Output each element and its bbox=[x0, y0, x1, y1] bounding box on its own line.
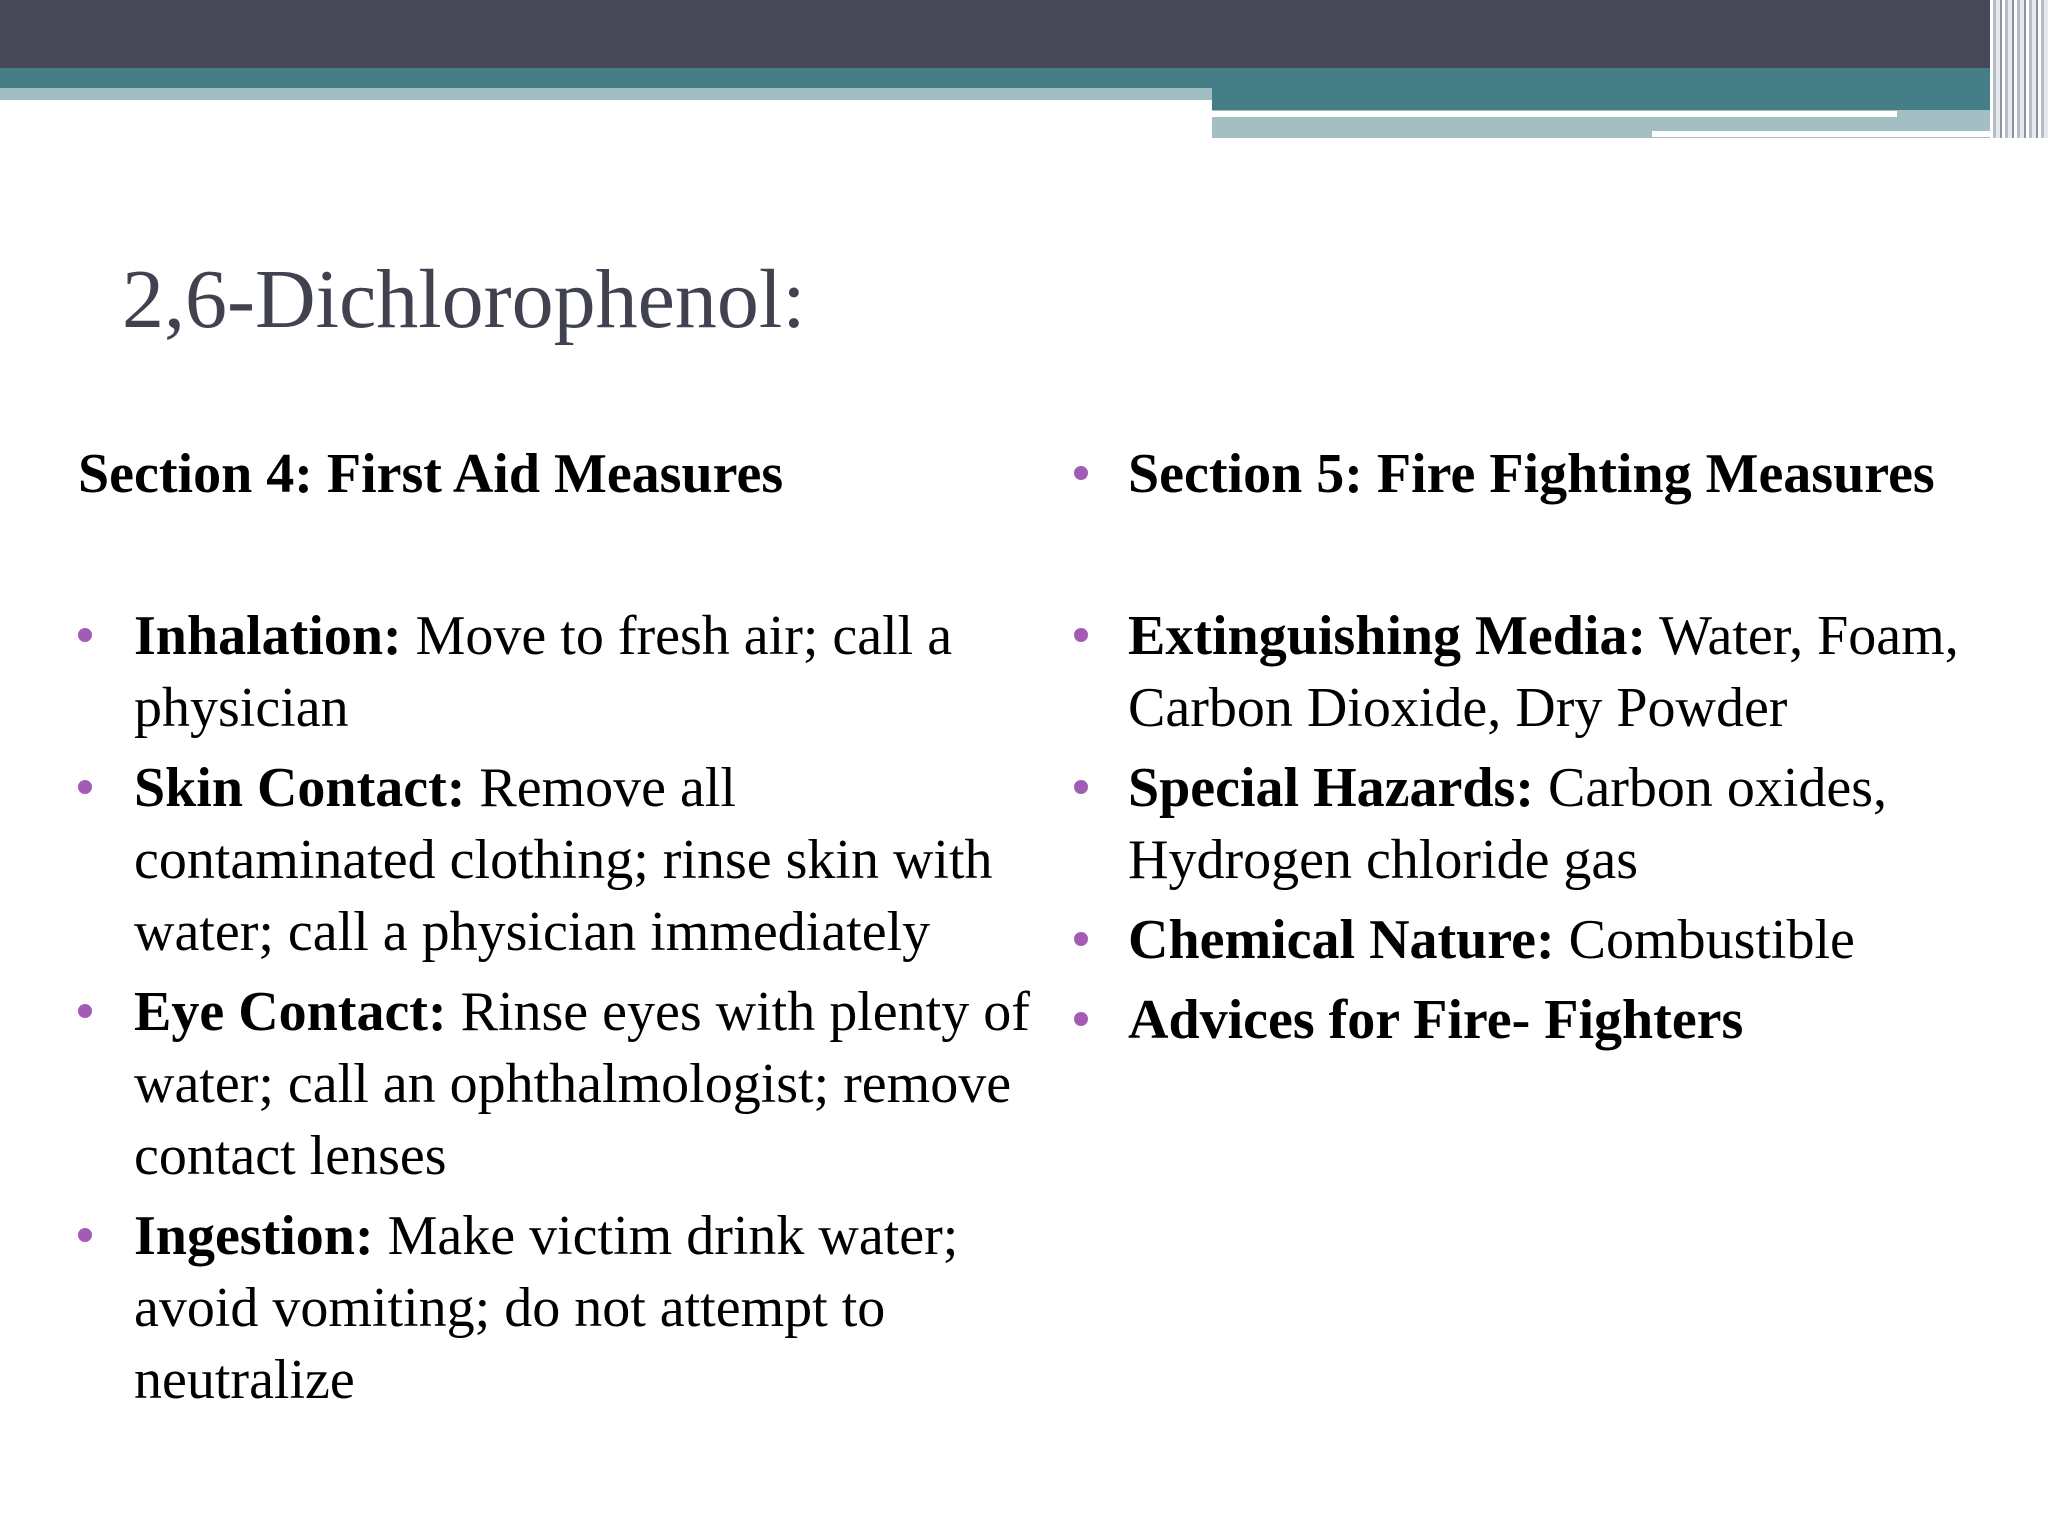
spacer bbox=[1050, 510, 2000, 600]
header-band-teal-left bbox=[0, 68, 1212, 88]
header-accent-line bbox=[1212, 111, 1897, 117]
list-item-chemical-nature bbox=[1050, 904, 2000, 976]
item-term: Chemical Nature: bbox=[1128, 909, 1555, 971]
slide-title: 2,6-Dichlorophenol: bbox=[122, 253, 806, 346]
item-term: Ingestion: bbox=[134, 1205, 374, 1267]
item-text: Combustible bbox=[1568, 909, 1855, 971]
bullet-icon bbox=[1074, 932, 1088, 946]
item-term: Inhalation: bbox=[134, 605, 402, 667]
bullet-icon bbox=[78, 628, 92, 642]
item-text: Carbon oxides, Hydrogen chloride gas bbox=[1128, 757, 1888, 891]
first-aid-heading: Section 4: First Aid Measures bbox=[78, 443, 784, 505]
bullet-icon bbox=[1074, 466, 1088, 480]
header-band-light-left bbox=[0, 88, 1212, 100]
list-item-eye-contact bbox=[78, 976, 1043, 1192]
item-term: Skin Contact: bbox=[134, 757, 466, 819]
item-text: Rinse eyes with plenty of water; call an ophthalmologist; remove contact lenses bbox=[134, 981, 1030, 1187]
header-stripes bbox=[1990, 0, 2048, 138]
list-item-ingestion bbox=[78, 1200, 1043, 1416]
bullet-icon bbox=[1074, 1012, 1088, 1026]
fire-fighting-list bbox=[1050, 600, 2000, 1056]
item-term: Advices for Fire- Fighters bbox=[1128, 989, 1744, 1051]
item-text: Move to fresh air; call a physician bbox=[134, 605, 953, 739]
item-text: Water, Foam, Carbon Dioxide, Dry Powder bbox=[1128, 605, 1959, 739]
bullet-icon bbox=[1074, 780, 1088, 794]
fire-fighting-heading-text: Section 5: Fire Fighting Measures bbox=[1128, 443, 1935, 505]
first-aid-column bbox=[78, 438, 1043, 1424]
header-band-teal-right bbox=[1212, 68, 2048, 110]
bullet-icon bbox=[78, 1004, 92, 1018]
list-item-skin-contact bbox=[78, 752, 1043, 968]
fire-fighting-heading bbox=[1050, 438, 2000, 510]
list-item-extinguishing-media bbox=[1050, 600, 2000, 744]
bullet-icon bbox=[78, 1228, 92, 1242]
item-term: Extinguishing Media: bbox=[1128, 605, 1647, 667]
first-aid-list bbox=[78, 600, 1043, 1416]
item-term: Eye Contact: bbox=[134, 981, 447, 1043]
spacer bbox=[78, 510, 1043, 600]
item-text: Make victim drink water; avoid vomiting; do not attempt to neutralize bbox=[134, 1205, 959, 1411]
header-band-dark bbox=[0, 0, 2048, 68]
fire-fighting-column bbox=[1050, 438, 2000, 1064]
bullet-icon bbox=[78, 780, 92, 794]
list-item-advices-fire-fighters bbox=[1050, 984, 2000, 1056]
item-text: Remove all contaminated clothing; rinse skin with water; call a physician immediately bbox=[134, 757, 993, 963]
bullet-icon bbox=[1074, 628, 1088, 642]
list-item-inhalation bbox=[78, 600, 1043, 744]
list-item-special-hazards bbox=[1050, 752, 2000, 896]
header-accent-line-short bbox=[1652, 131, 2000, 137]
item-term: Special Hazards: bbox=[1128, 757, 1534, 819]
